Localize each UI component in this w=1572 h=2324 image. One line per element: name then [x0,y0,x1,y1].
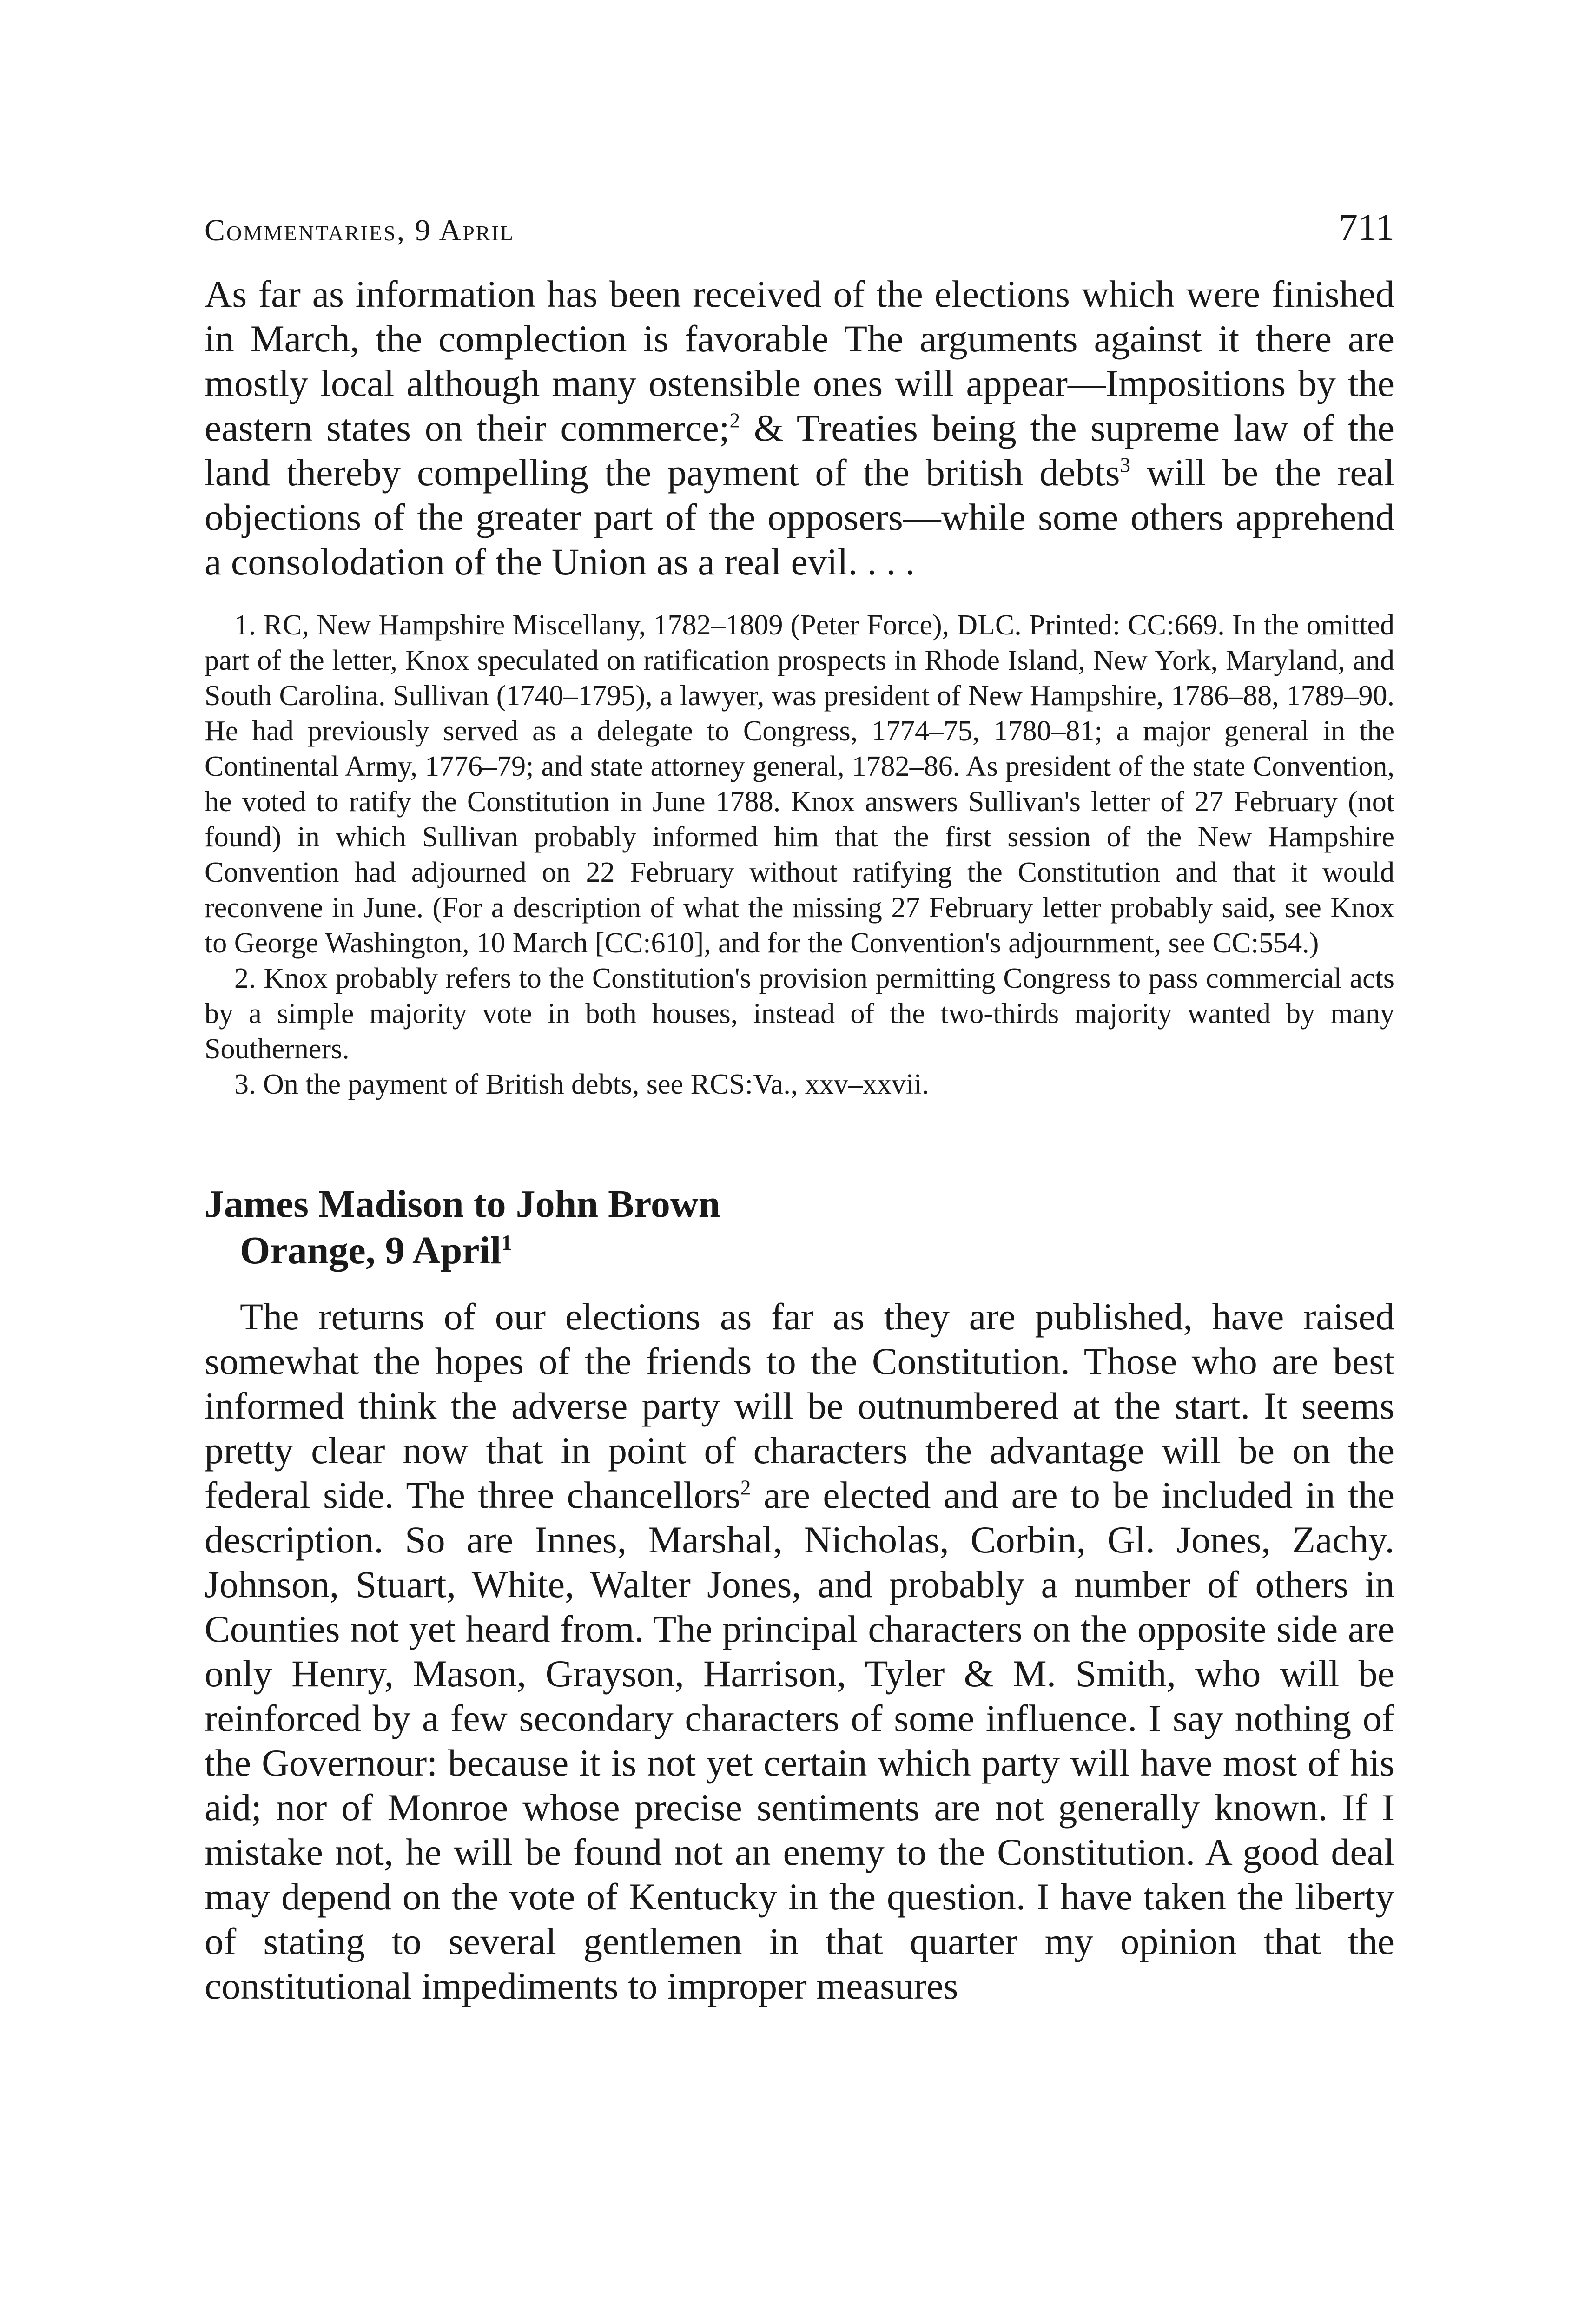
running-head [205,195,1394,246]
footnote-1: 1. RC, New Hampshire Miscellany, 1782–1809 (Peter Force), DLC. Printed: CC:669. In the omitted part of the letter, Knox speculated on ratification prospects in Rhode Island, New York, Maryland, and South Carolina. Sullivan (1740–1795), a lawyer, was president of New Hampshire, 1786–88, 1789–90. He had previously served as a delegate to Congress, 1774–75, 1780–81; a major general in the Continental Army, 1776–79; and state attorney general, 1782–86. As president of the state Convention, he voted to ratify the Constitution in June 1788. Knox answers Sullivan's letter of 27 February (not found) in which Sullivan probably informed him that the first session of the New Hampshire Convention had adjourned on 22 February without ratifying the Constitution and that it would reconvene in June. (For a description of what the missing 27 February letter probably said, see Knox to George Washington, 10 March [CC:610], and for the Convention's adjournment, see CC:554.) [205,609,1394,959]
footnotes [205,607,1394,1102]
dateline-text: Orange, 9 April [240,1229,502,1272]
document-heading [205,1181,1394,1274]
footnote-ref-2: 2 [729,409,740,432]
continuation-text-1: As far as information has been received of the elections which were finished in March, the complection is favorable The arguments against it there are mostly local although many ostensible ones will appear—Impositions by the eastern states on their commerce; [205,273,1394,449]
book-page [205,195,1394,2008]
letter-text-1: The returns of our elections as far as they are published, have raised somewhat the hopes of the friends to the Constitution. Those who are best informed think the adverse party will be outnumbered at the start. It seems pretty clear now that in point of characters the advantage will be on the federal side. The three chancellors [205,1295,1394,1516]
footnote-3: 3. On the payment of British debts, see RCS:Va., xxv–xxvii. [234,1069,929,1100]
running-title: Commentaries, 9 April [205,213,515,247]
continuation-text-2: & Treaties being the supreme law of the land thereby compelling the payment of the british debts [205,407,1394,494]
document-dateline [205,1228,1394,1274]
letter-text-2: are elected and are to be included in the description. So are Innes, Marshal, Nicholas, Corbin, Gl. Jones, Zachy. Johnson, Stuart, White, Walter Jones, and probably a number of others in Counties not yet heard from. The principal characters on the opposite side are only Henry, Mason, Grayson, Harrison, Tyler & M. Smith, who will be reinforced by a few secondary characters of some influence. I say nothing of the Governour: because it is not yet certain which party will have most of his aid; nor of Monroe whose precise sentiments are not generally known. If I mistake not, he will be found not an enemy to the Constitution. A good deal may depend on the vote of Kentucky in the question. I have taken the liberty of stating to several gentlemen in that quarter my opinion that the constitutional impediments to improper measures [205,1474,1395,2007]
letter-paragraph [205,1294,1394,2008]
continuation-paragraph [205,272,1394,584]
letter-footnote-ref-2: 2 [740,1476,751,1499]
continuation-text-3: will be the real objections of the greater part of the opposers—while some others apprehend a consolodation of the Union as a real evil. . . . [205,451,1394,583]
footnote-ref-3: 3 [1120,453,1131,477]
dateline-footnote-ref: 1 [501,1231,512,1254]
footnote-2: 2. Knox probably refers to the Constitution's provision permitting Congress to pass commercial acts by a simple majority vote in both houses, instead of the two-thirds majority wanted by many Southerners. [205,963,1394,1065]
document-title: James Madison to John Brown [205,1182,720,1226]
page-number: 711 [1339,206,1394,248]
